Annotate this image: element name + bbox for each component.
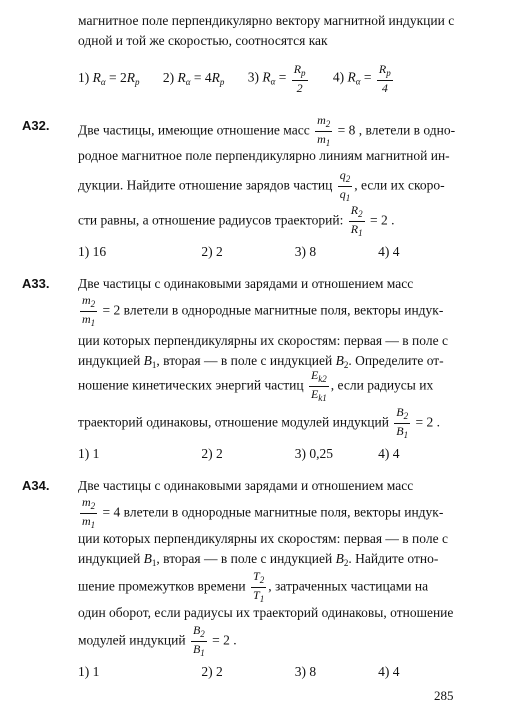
a34-answer-1: 1) 1 <box>78 664 100 679</box>
intro-option-4: 4) $R_\alpha$ = $\frac{R_p}{4}$ <box>332 62 391 95</box>
a32-answer-2: 2) 2 <box>201 244 223 259</box>
a34-line-6: один оборот, если радиусы их траекторий одинаковы, отношение <box>78 605 454 620</box>
a33-line-5: ношение кинетических энергий частиц $\frac{E_{k2}}{E_{k1}}$ , если радиусы их <box>78 368 434 403</box>
a32-line-1: Две частицы, имеющие отношение масс $\frac{m_2}{m_1}$ = 8 , влетели в одно- <box>78 113 456 148</box>
a34-answer-2: 2) 2 <box>201 664 223 679</box>
a32-answer-3: 3) 8 <box>294 244 317 259</box>
a32-line-4: сти равны, а отношение радиусов траекторий: $\frac{R_2}{R_1}$ = 2 . <box>78 203 395 238</box>
page-number: 285 <box>434 688 454 703</box>
a32-answers <box>78 244 420 260</box>
a33-line-6: траекторий одинаковы, отношение модулей индукций $\frac{B_2}{B_1}$ = 2 . <box>78 405 441 440</box>
a32-answer-1: 1) 16 <box>78 244 107 259</box>
intro-option-1: 1) $R_\alpha = 2R_p$ <box>78 69 140 87</box>
a33-line-3: ции которых перпендикулярны их скоростям: первая — в поле с <box>78 333 448 348</box>
intro-line-1: магнитное поле перпендикулярно вектору магнитной индукции с <box>78 13 455 28</box>
a33-answer-1: 1) 1 <box>78 446 100 461</box>
a34-line-1: Две частицы с одинаковыми зарядами и отношением масс <box>78 478 414 493</box>
a32-answer-4: 4) 4 <box>378 244 400 259</box>
question-a33-label: А33. <box>22 276 50 291</box>
question-a34-label: А34. <box>22 478 50 493</box>
a34-answers <box>78 664 420 680</box>
a34-line-2: $\frac{m_2}{m_1}$ = 4 влетели в однородные магнитные поля, векторы индук- <box>82 495 444 530</box>
a33-line-1: Две частицы с одинаковыми зарядами и отношением масс <box>78 276 414 291</box>
intro-options <box>78 62 415 95</box>
a32-line-2: родное магнитное поле перпендикулярно линиям магнитной ин- <box>78 148 450 163</box>
a32-line-3: дукции. Найдите отношение зарядов частиц $\frac{q_2}{q_1}$ , если их скоро- <box>78 168 445 203</box>
a34-line-7: модулей индукций $\frac{B_2}{B_1}$ = 2 . <box>78 623 237 658</box>
a33-answer-4: 4) 4 <box>378 446 400 461</box>
question-a32-label: А32. <box>22 118 50 133</box>
a34-line-5: шение промежутков времени $\frac{T_2}{T_1}$ , затраченных частицами на <box>78 569 429 604</box>
a34-line-3: ции которых перпендикулярны их скоростям: первая — в поле с <box>78 531 448 546</box>
a33-line-4: индукцией $B_1$, вторая — в поле с индукцией $B_2$. Определите от- <box>78 353 444 370</box>
intro-option-2: 2) $R_\alpha = 4R_p$ <box>162 69 225 87</box>
a34-answer-4: 4) 4 <box>378 664 400 679</box>
intro-line-2: одной и той же скоростью, соотносятся как <box>78 33 328 48</box>
a33-line-2: $\frac{m_2}{m_1}$ = 2 влетели в однородные магнитные поля, векторы индук- <box>82 293 444 328</box>
a33-answers <box>78 446 420 462</box>
intro-option-3: 3) $R_\alpha$ = $\frac{R_p}{2}$ <box>247 62 306 95</box>
a33-answer-2: 2) 2 <box>201 446 223 461</box>
a34-answer-3: 3) 8 <box>294 664 317 679</box>
a33-answer-3: 3) 0,25 <box>294 446 333 461</box>
a34-line-4: индукцией $B_1$, вторая — в поле с индукцией $B_2$. Найдите отно- <box>78 551 439 568</box>
